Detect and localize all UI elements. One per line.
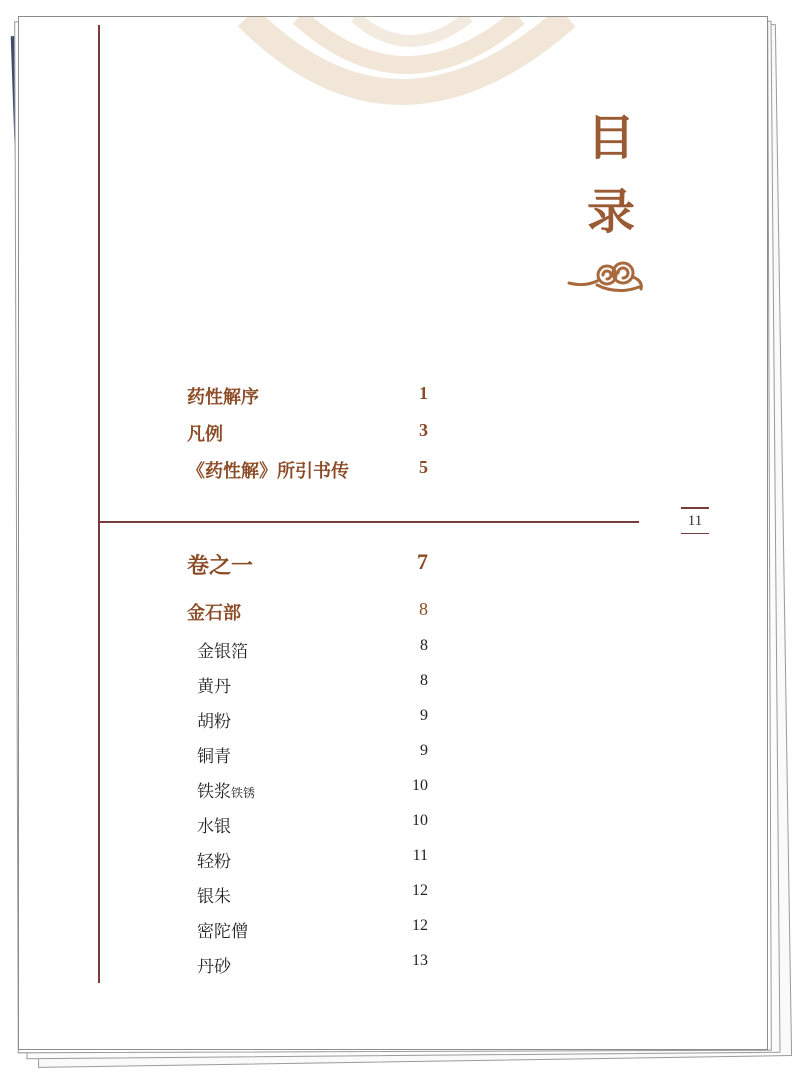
entry-page-number: 10: [412, 812, 428, 829]
entry-label: 轻粉: [197, 852, 231, 872]
section-label: 金石部: [187, 603, 241, 624]
entry-label: 铁浆铁锈: [197, 782, 256, 802]
entry-page-number: 13: [412, 952, 428, 969]
toc-page-number: 3: [419, 420, 428, 440]
volume-label: 卷之一: [187, 553, 254, 579]
toc-page: [18, 16, 768, 1050]
section-page-number: 8: [419, 599, 428, 619]
entry-label: 金银箔: [197, 642, 248, 662]
toc-label: 凡例: [187, 424, 223, 445]
entry-page-number: 12: [412, 882, 428, 899]
entry-label: 银朱: [197, 887, 231, 907]
entry-label: 密陀僧: [197, 922, 248, 942]
toc-label: 药性解序: [187, 387, 259, 408]
page-title-char-2: 录: [586, 184, 635, 240]
wave-swirl-icon: [237, 17, 577, 113]
margin-rule: [98, 25, 100, 983]
entry-page-number: 8: [420, 672, 428, 689]
entry-page-number: 11: [412, 847, 428, 864]
entry-label: 铜青: [197, 747, 231, 767]
entry-label: 水银: [197, 817, 231, 837]
page-number-text: 11: [687, 512, 703, 529]
page-title-char-1: 目: [586, 110, 635, 166]
section-divider: [99, 521, 639, 523]
entry-page-number: 8: [420, 637, 428, 654]
toc-page-number: 5: [419, 457, 428, 477]
entry-label: 丹砂: [197, 957, 231, 977]
auspicious-cloud-icon: [567, 257, 645, 297]
entry-page-number: 12: [412, 917, 428, 934]
page-number: [681, 507, 709, 534]
volume-page-number: 7: [417, 549, 428, 574]
entry-label: 黄丹: [197, 677, 231, 697]
entry-page-number: 9: [420, 742, 428, 759]
toc-page-number: 1: [419, 383, 428, 403]
entry-page-number: 9: [420, 707, 428, 724]
entry-page-number: 10: [412, 777, 428, 794]
entry-label: 胡粉: [197, 712, 231, 732]
toc-label: 《药性解》所引书传: [187, 461, 349, 482]
